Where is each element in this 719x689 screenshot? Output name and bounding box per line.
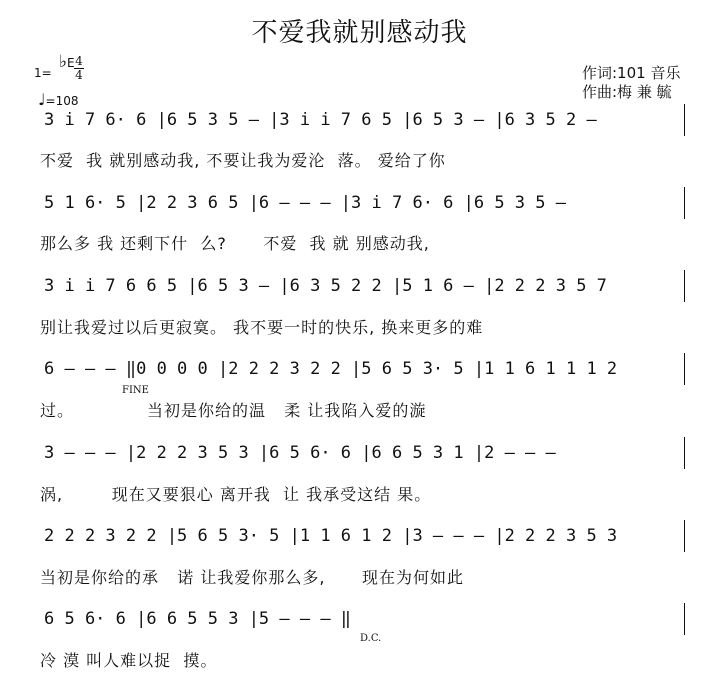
notation-line-7: 6 5 6· 6 |6 6 5 5 3 |5 – – – ‖ — [44, 609, 352, 629]
time-bottom: 4 — [75, 68, 83, 82]
dc-mark: D.C. — [360, 633, 382, 644]
time-top: 4 — [75, 54, 83, 68]
barline-end-1 — [684, 104, 685, 136]
time-signature — [74, 55, 84, 82]
credits — [582, 64, 680, 102]
song-title: 不爱我就别感动我 — [251, 18, 468, 48]
lyric-line-7: 冷 漠 叫人难以捉 摸。 — [40, 651, 218, 670]
key-prefix: 1= — [34, 66, 52, 80]
flat-symbol: ♭E — [59, 52, 75, 72]
barline-end-5 — [684, 437, 685, 469]
notation-line-6: 2 2 2 3 2 2 |5 6 5 3· 5 |1 1 6 1 2 |3 – – – |2 2 2 3 5 3 — [44, 526, 618, 546]
tempo-value: =108 — [45, 94, 79, 108]
composer: 作曲:梅 兼 毓 — [582, 83, 672, 101]
barline-end-4 — [684, 353, 685, 385]
lyric-line-4: 过。 当初是你给的温 柔 让我陷入爱的漩 — [40, 401, 427, 420]
barline-end-6 — [684, 520, 685, 552]
barline-end-3 — [684, 270, 685, 302]
notation-line-5: 3 – – – |2 2 2 3 5 3 |6 5 6· 6 |6 6 5 3 1 |2 – – – — [44, 443, 556, 463]
barline-end-7 — [684, 603, 685, 635]
tempo-marking — [38, 90, 79, 109]
lyric-line-2: 那么多 我 还剩下什 么? 不爱 我 就 别感动我, — [40, 234, 430, 253]
fine-mark: FINE — [122, 385, 149, 396]
key-note: E — [67, 56, 75, 70]
lyric-line-3: 别让我爱过以后更寂寞。 我不要一时的快乐, 换来更多的难 — [40, 318, 484, 337]
notation-line-1: 3 i 7 6· 6 |6 5 3 5 – |3 i i 7 6 5 |6 5 3 – |6 3 5 2 – — [44, 110, 597, 130]
notation-line-2: 5 1 6· 5 |2 2 3 6 5 |6 – – – |3 i 7 6· 6 |6 5 3 5 – — [44, 193, 566, 213]
key-signature — [34, 66, 52, 80]
lyric-line-1: 不爱 我 就别感动我, 不要让我为爱沦 落。 爱给了你 — [40, 151, 446, 170]
lyric-line-6: 当初是你给的承 诺 让我爱你那么多, 现在为何如此 — [40, 568, 464, 587]
lyricist: 作词:101 音乐 — [582, 64, 681, 82]
quarter-note-icon: ♩ — [38, 90, 46, 109]
lyric-line-5: 涡, 现在又要狠心 离开我 让 我承受这结 果。 — [40, 485, 432, 504]
notation-line-3: 3 i i 7 6 6 5 |6 5 3 – |6 3 5 2 2 |5 1 6 – |2 2 2 3 5 7 — [44, 276, 607, 296]
barline-end-2 — [684, 187, 685, 219]
notation-line-4: 6 – – – ‖0 0 0 0 |2 2 2 3 2 2 |5 6 5 3· 5 |1 1 6 1 1 1 2 — [44, 359, 618, 379]
